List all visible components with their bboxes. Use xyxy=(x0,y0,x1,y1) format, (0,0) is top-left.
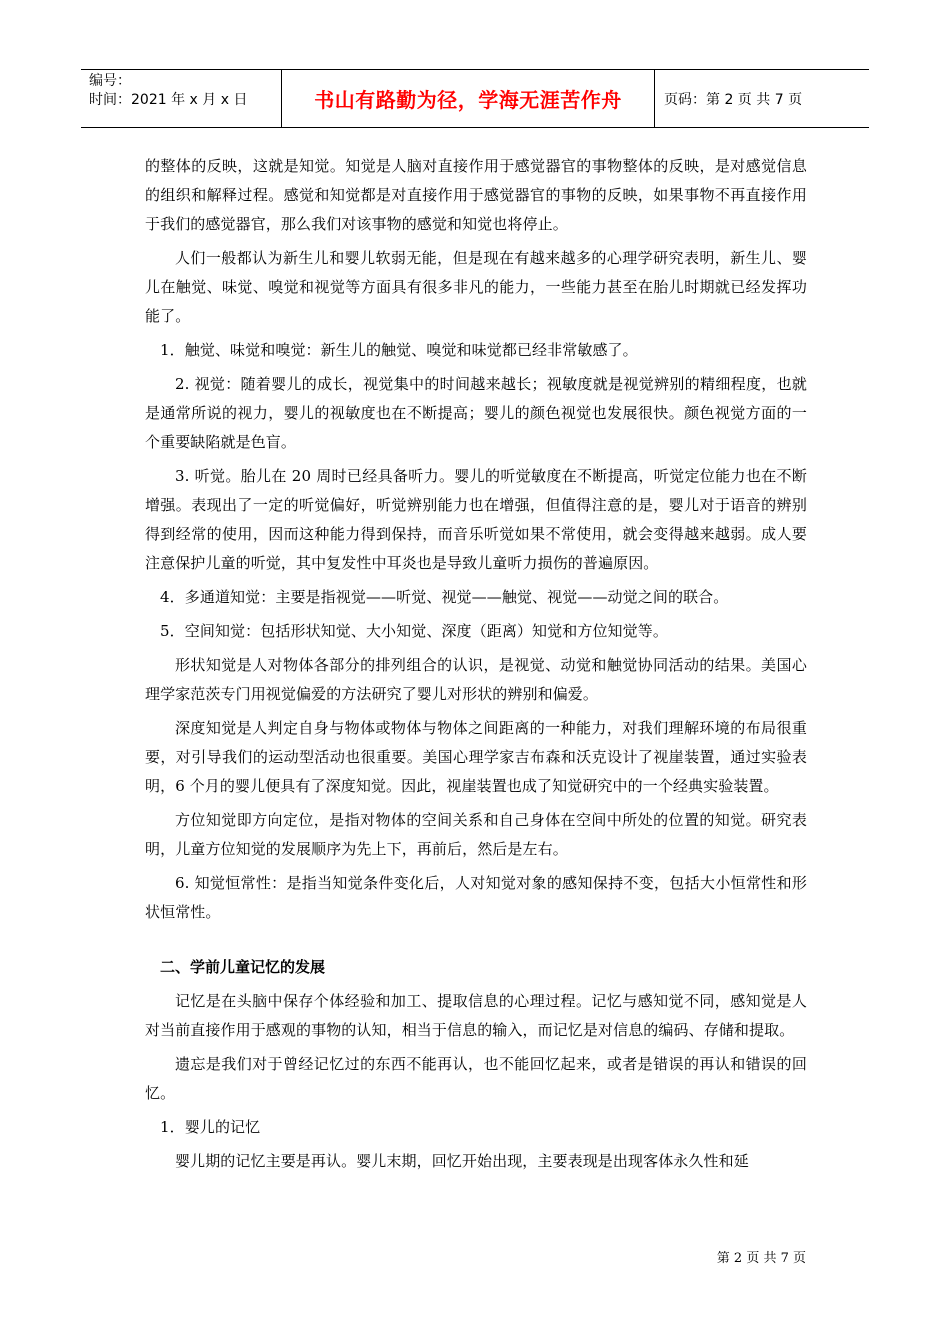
header-meta xyxy=(81,70,282,127)
code-label: 编号： xyxy=(89,73,131,89)
paragraph: 的整体的反映，这就是知觉。知觉是人脑对直接作用于感觉器官的事物整体的反映，是对感觉信息的组织和解释过程。感觉和知觉都是对直接作用于感觉器官的事物的反映，如果事物不再直接作用于我们的感觉器官，那么我们对该事物的感觉和知觉也将停止。 xyxy=(145,157,807,233)
paragraph: 方位知觉即方向定位，是指对物体的空间关系和自己身体在空间中所处的位置的知觉。研究表明，儿童方位知觉的发展顺序为先上下，再前后，然后是左右。 xyxy=(145,811,807,858)
subsection-title: 1．婴儿的记忆 xyxy=(160,1118,261,1136)
paragraph: 深度知觉是人判定自身与物体或物体与物体之间距离的一种能力，对我们理解环境的布局很重要，对引导我们的运动型活动也很重要。美国心理学家吉布森和沃克设计了视崖装置，通过实验表明，6 个月的婴儿便具有了深度知觉。因此，视崖装置也成了知觉研究中的一个经典实验装置。 xyxy=(145,719,807,795)
page-header xyxy=(81,69,869,128)
paragraph: 记忆是在头脑中保存个体经验和加工、提取信息的心理过程。记忆与感知觉不同，感知觉是人对当前直接作用于感观的事物的认知，相当于信息的输入，而记忆是对信息的编码、存储和提取。 xyxy=(145,992,807,1039)
list-item: 4．多通道知觉：主要是指视觉——听觉、视觉——触觉、视觉——动觉之间的联合。 xyxy=(160,588,729,606)
date-label: 时间：2021 年 x 月 x 日 xyxy=(89,92,248,108)
paragraph: 人们一般都认为新生儿和婴儿软弱无能，但是现在有越来越多的心理学研究表明，新生儿、婴儿在触觉、味觉、嗅觉和视觉等方面具有很多非凡的能力，一些能力甚至在胎儿时期就已经发挥功能了。 xyxy=(145,249,807,325)
document-body xyxy=(145,152,807,1181)
paragraph: 婴儿期的记忆主要是再认。婴儿末期，回忆开始出现，主要表现是出现客体永久性和延 xyxy=(175,1152,749,1170)
page-footer: 第 2 页 共 7 页 xyxy=(716,1251,806,1266)
paragraph: 遗忘是我们对于曾经记忆过的东西不能再认，也不能回忆起来，或者是错误的再认和错误的回忆。 xyxy=(145,1055,807,1102)
header-motto: 书山有路勤为径，学海无涯苦作舟 xyxy=(282,70,655,127)
list-item: 1．触觉、味觉和嗅觉：新生儿的触觉、嗅觉和味觉都已经非常敏感了。 xyxy=(160,341,638,359)
list-item: 2. 视觉：随着婴儿的成长，视觉集中的时间越来越长；视敏度就是视觉辨别的精细程度，也就是通常所说的视力，婴儿的视敏度也在不断提高；婴儿的颜色视觉也发展很快。颜色视觉方面的一个重要缺陷就是色盲。 xyxy=(145,375,807,451)
list-item: 5．空间知觉：包括形状知觉、大小知觉、深度（距离）知觉和方位知觉等。 xyxy=(160,622,668,640)
section-heading: 二、学前儿童记忆的发展 xyxy=(160,958,326,976)
paragraph: 形状知觉是人对物体各部分的排列组合的认识，是视觉、动觉和触觉协同活动的结果。美国心理学家范茨专门用视觉偏爱的方法研究了婴儿对形状的辨别和偏爱。 xyxy=(145,656,807,703)
header-page-number: 页码：第 2 页 共 7 页 xyxy=(664,91,803,108)
list-item: 3. 听觉。胎儿在 20 周时已经具备听力。婴儿的听觉敏度在不断提高，听觉定位能力也在不断增强。表现出了一定的听觉偏好，听觉辨别能力也在增强，但值得注意的是，婴儿对于语音的辨别得到经常的使用，因而这种能力得到保持，而音乐听觉如果不常使用，就会变得越来越弱。成人要注意保护儿童的听觉，其中复发性中耳炎也是导致儿童听力损伤的普遍原因。 xyxy=(145,467,807,572)
list-item: 6. 知觉恒常性：是指当知觉条件变化后，人对知觉对象的感知保持不变，包括大小恒常性和形状恒常性。 xyxy=(145,874,807,921)
